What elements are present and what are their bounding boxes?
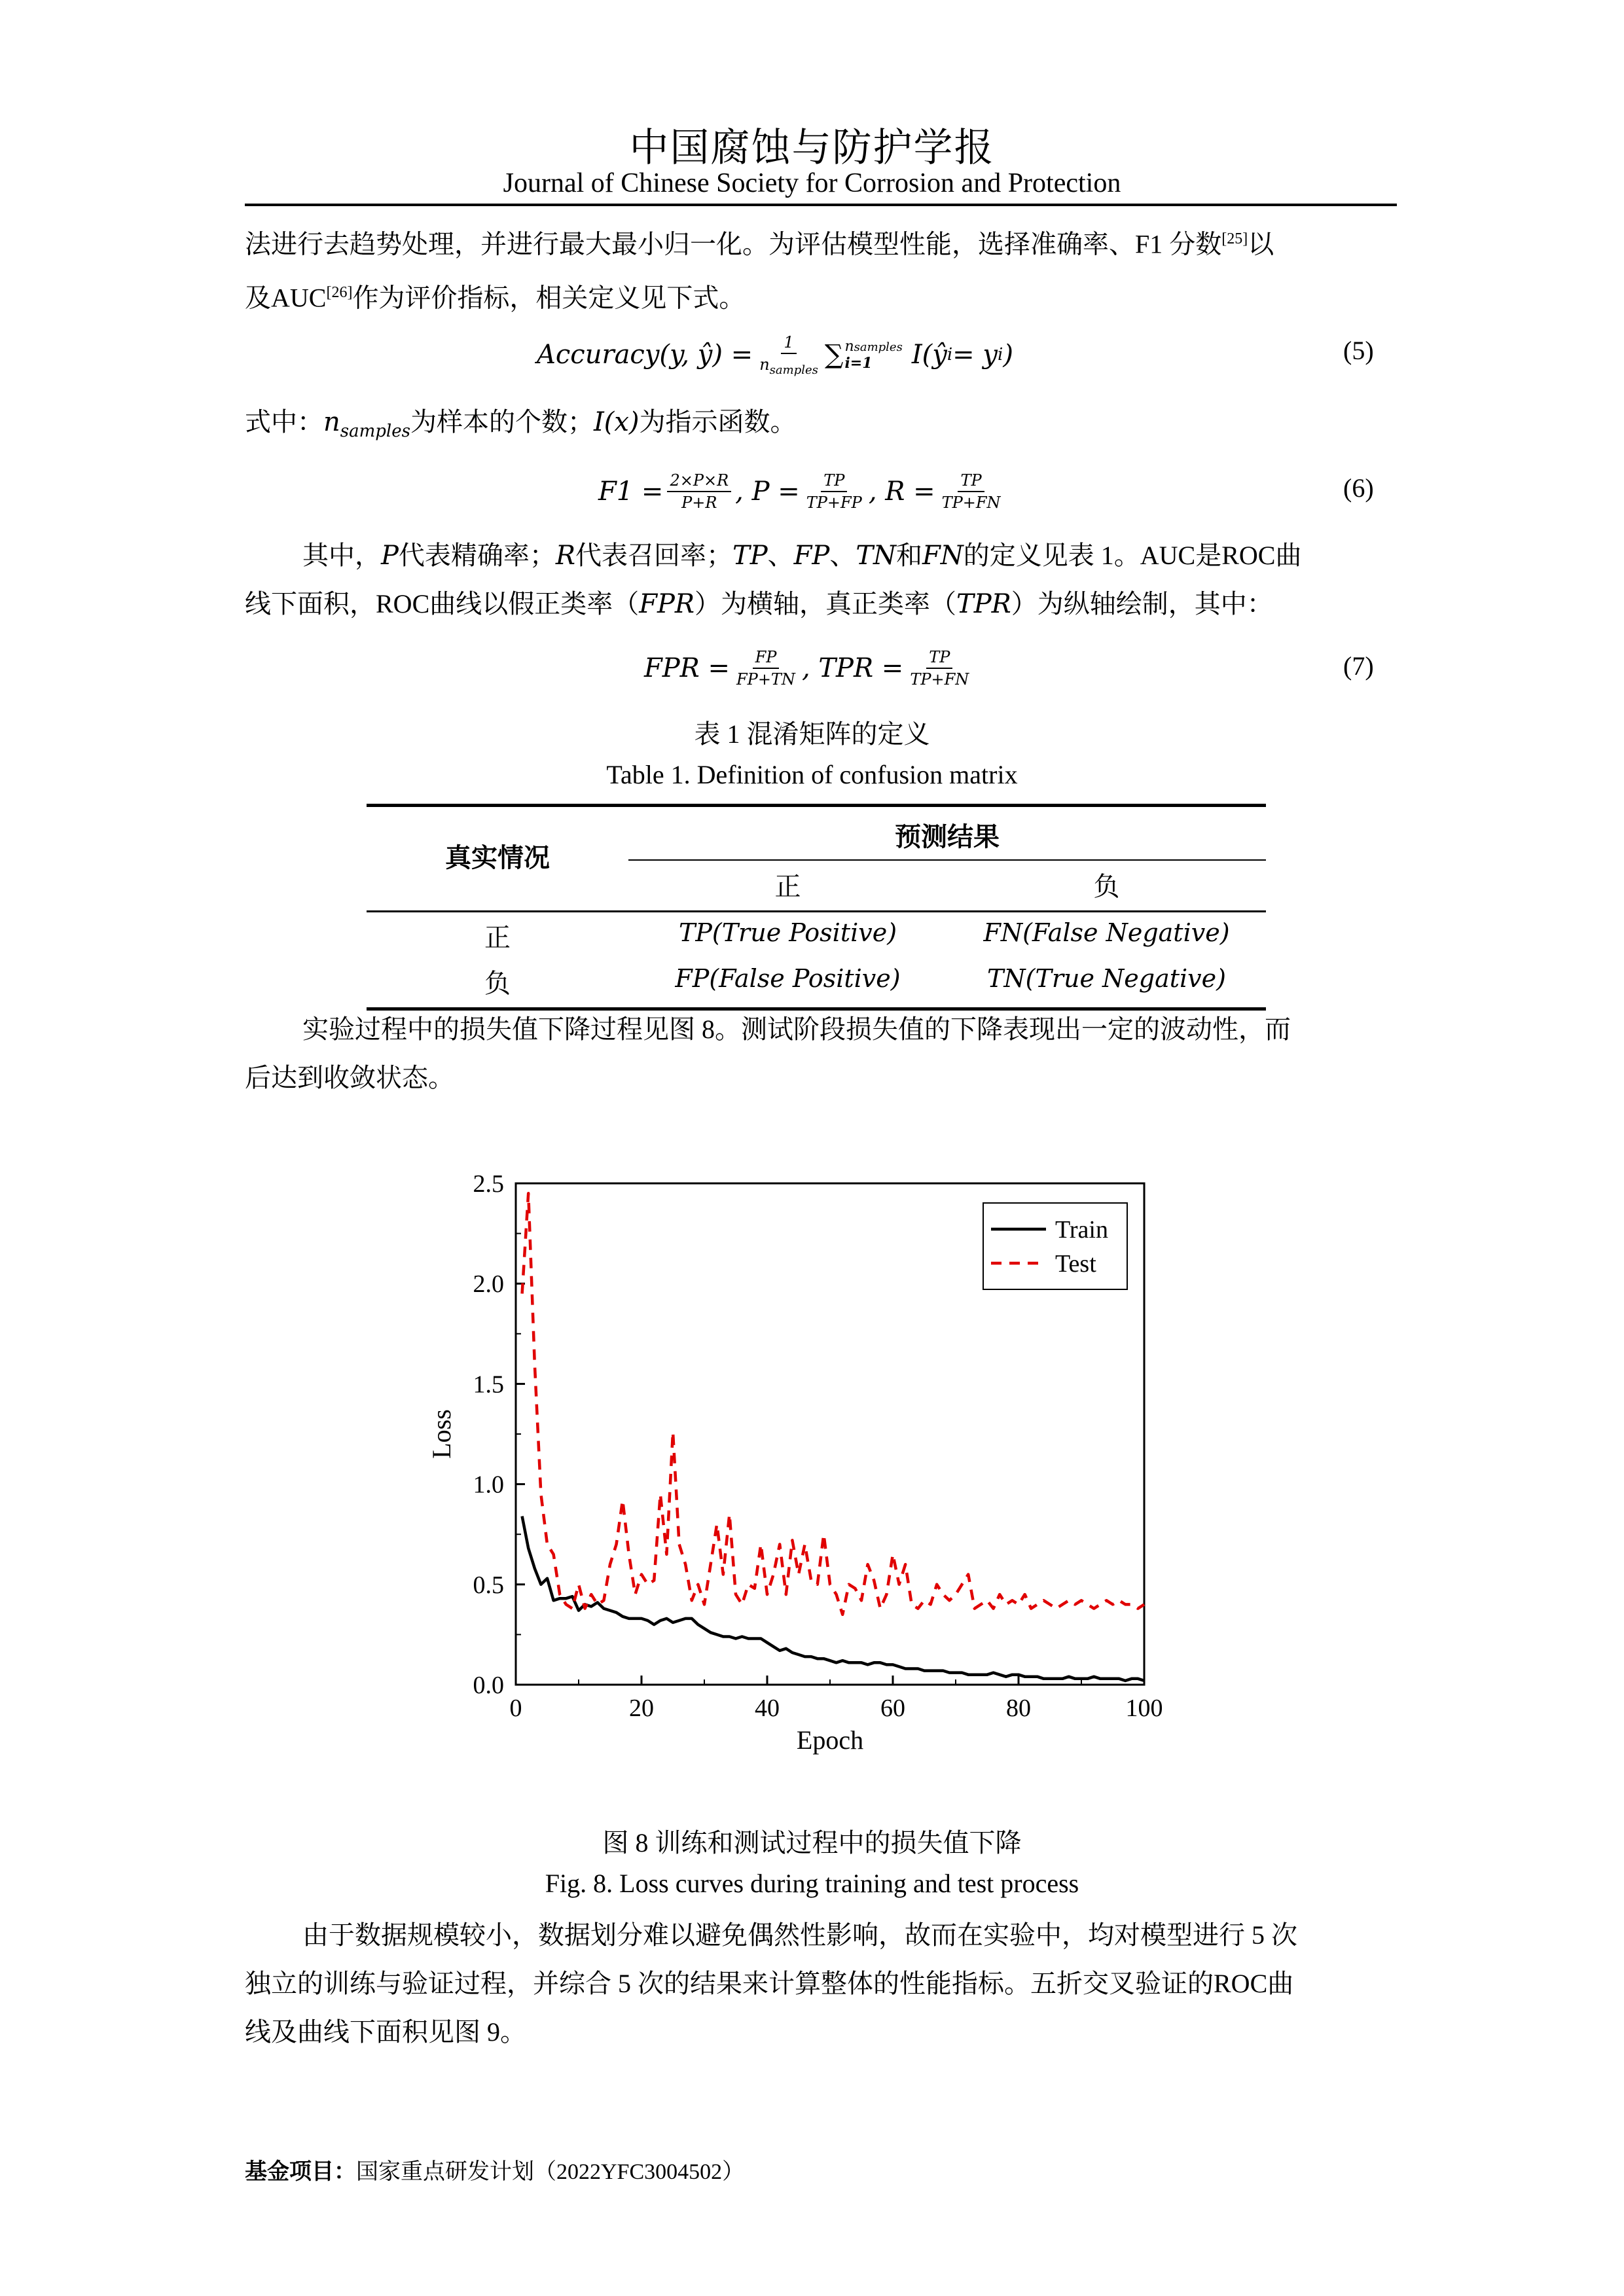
equation-6: F1 = $\frac{2\times P\times R}{P+R}$ , P = $\frac{TP}{TP+FP}$ , R = $\frac{TP}{TP+FN}$	[598, 471, 1001, 512]
table-row1-cell2: FN(False Negative)	[983, 918, 1230, 947]
legend-label-train: Train	[1055, 1216, 1108, 1244]
y-tick-label: 1.5	[473, 1371, 504, 1399]
figure-8-caption-cn: 图 8 训练和测试过程中的损失值下降	[602, 1828, 1022, 1857]
equation-5: Accuracy(y, ŷ) = $\frac{1}{n_{samples}}$ ∑ nsamples i=1 I(ŷ i = y i )	[537, 332, 1013, 377]
table-row2-cell2: TN(True Negative)	[987, 964, 1226, 993]
table-row1-cell1: TP(True Positive)	[678, 918, 897, 947]
table-1-caption-en: Table 1. Definition of confusion matrix	[606, 760, 1018, 789]
funding-text: 国家重点研发计划（2022YFC3004502）	[356, 2160, 745, 2184]
table-1-caption-cn: 表 1 混淆矩阵的定义	[694, 719, 930, 749]
table-head-actual: 真实情况	[445, 843, 550, 872]
x-tick-label: 60	[880, 1695, 905, 1722]
confusion-matrix-table	[367, 804, 1266, 1011]
header-rule	[245, 204, 1397, 206]
x-axis-label: Epoch	[796, 1725, 864, 1755]
paragraph-5: 由于数据规模较小，数据划分难以避免偶然性影响，故而在实验中，均对模型进行 5 次 独立的训练与验证过程，并综合 5 次的结果来计算整体的性能指标。五折交叉验证的ROC曲 线及曲线下面积见图 9。	[245, 1920, 1297, 2047]
y-axis-label: Loss	[427, 1409, 456, 1459]
table-head-predicted: 预测结果	[895, 822, 1000, 852]
equation-7: FPR = $\frac{FP}{FP+TN}$ , TPR = $\frac{TP}{TP+FN}$	[644, 648, 969, 689]
y-tick-label: 2.0	[473, 1270, 504, 1299]
x-tick-label: 80	[1006, 1695, 1031, 1722]
funding-label: 基金项目：	[245, 2160, 356, 2184]
x-tick-label: 40	[755, 1695, 780, 1722]
funding-note	[245, 2153, 744, 2185]
y-tick-label: 0.0	[473, 1672, 504, 1699]
x-tick-label: 100	[1125, 1695, 1163, 1722]
table-row2-cell1: FP(False Positive)	[675, 964, 901, 993]
x-tick-label: 20	[629, 1695, 654, 1722]
equation-6-number: (6)	[1343, 473, 1374, 503]
paragraph-2: 式中：$n_{samples}$为样本的个数；I(x)为指示函数。	[245, 407, 797, 441]
journal-title-en: Journal of Chinese Society for Corrosion and Protection	[503, 168, 1121, 198]
table-header-rule	[367, 910, 1266, 912]
loss-chart	[419, 1165, 1204, 1780]
y-tick-label: 1.0	[473, 1471, 504, 1499]
y-tick-label: 2.5	[473, 1170, 504, 1198]
table-subhead-rule	[628, 859, 1266, 861]
paragraph-4: 实验过程中的损失值下降过程见图 8。测试阶段损失值的下降表现出一定的波动性，而 后达到收敛状态。	[245, 1014, 1291, 1092]
figure-8-caption-en: Fig. 8. Loss curves during training and test process	[545, 1869, 1079, 1898]
journal-title-cn: 中国腐蚀与防护学报	[629, 126, 995, 170]
table-col-positive: 正	[774, 872, 801, 901]
y-tick-label: 0.5	[473, 1571, 504, 1599]
table-col-negative: 负	[1093, 872, 1120, 901]
equation-7-number: (7)	[1343, 651, 1374, 681]
legend-label-test: Test	[1055, 1250, 1096, 1278]
table-row1-label: 正	[484, 923, 511, 952]
equation-5-number: (5)	[1343, 336, 1374, 365]
table-row2-label: 负	[484, 969, 511, 998]
paragraph-1: 法进行去趋势处理，并进行最大最小归一化。为评估模型性能，选择准确率、F1 分数[25]以 及AUC[26]作为评价指标，相关定义见下式。	[245, 229, 1274, 313]
x-tick-label: 0	[509, 1695, 522, 1722]
paragraph-3: 其中，P代表精确率；R代表召回率；TP、FP、TN和FN的定义见表 1。AUC是ROC曲 线下面积，ROC曲线以假正类率（FPR）为横轴，真正类率（TPR）为纵轴绘制，其中：	[245, 541, 1302, 619]
